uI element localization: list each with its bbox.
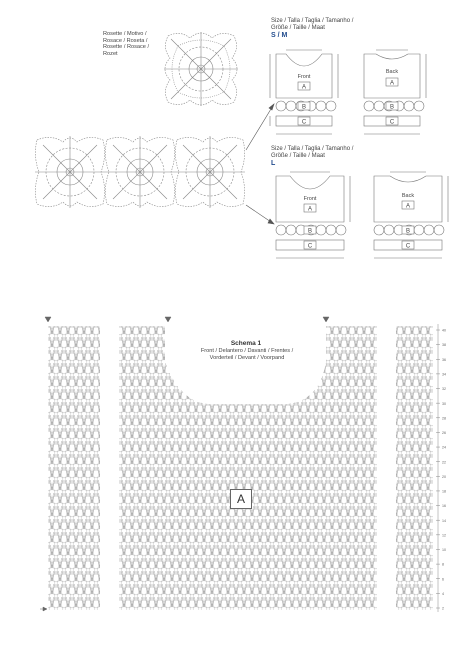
l-front-b: B <box>307 228 313 235</box>
row-number-label: 10 <box>442 548 446 553</box>
sm-back-c: C <box>389 119 395 126</box>
row-number-label: 8 <box>442 562 444 567</box>
sm-front-b: B <box>301 104 307 111</box>
row-number-label: 30 <box>442 401 446 406</box>
l-back-b: B <box>405 228 411 235</box>
l-front-label: Front <box>303 196 317 202</box>
size-sm-title: Size / Talla / Taglia / Tamanho / Größe / Taille / Maat S / M <box>271 18 381 39</box>
sm-front-c: C <box>301 119 307 126</box>
l-back-a: A <box>405 203 411 210</box>
sm-back-schematic <box>354 48 432 140</box>
schema-title: Schema 1 <box>230 340 262 347</box>
l-back-schematic <box>364 170 460 266</box>
row-number-label: 16 <box>442 504 446 509</box>
sm-back-b: B <box>389 104 395 111</box>
sm-back-label: Back <box>385 69 399 75</box>
l-front-c: C <box>307 243 313 250</box>
size-l-code: L <box>271 160 276 167</box>
row-number-label: 40 <box>442 328 446 333</box>
row-number-label: 12 <box>442 533 446 538</box>
l-back-c: C <box>405 243 411 250</box>
size-l-title: Size / Talla / Taglia / Tamanho / Größe / Taille / Maat L <box>271 146 381 167</box>
size-sm-code: S / M <box>271 32 288 39</box>
l-front-schematic <box>266 170 362 266</box>
schema-section-a-label: A <box>236 492 245 506</box>
row-number-label: 4 <box>442 591 444 596</box>
l-front-a: A <box>307 206 313 213</box>
sm-front-a: A <box>301 84 307 91</box>
sm-back-a: A <box>389 80 395 87</box>
row-number-label: 32 <box>442 387 446 392</box>
row-number-label: 20 <box>442 474 446 479</box>
row-number-label: 38 <box>442 343 446 348</box>
row-number-label: 2 <box>442 606 444 611</box>
l-back-label: Back <box>401 193 415 199</box>
schema-gap-right <box>377 326 396 612</box>
row-number-label: 24 <box>442 445 446 450</box>
row-number-label: 6 <box>442 577 444 582</box>
row-number-label: 26 <box>442 431 446 436</box>
row-number-label: 18 <box>442 489 446 494</box>
sm-front-schematic <box>266 48 344 140</box>
row-number-label: 34 <box>442 372 446 377</box>
row-number-label: 14 <box>442 518 446 523</box>
schema-section-a-box <box>230 489 252 509</box>
row-number-label: 22 <box>442 460 446 465</box>
schema-subtitle: Front / Delantero / Davanti / Frentes / Vorderteil / Devant / Voorpand <box>200 348 294 361</box>
motif-label: Rosette / Motivo / Rosace / Roseta / Rosette / Rosace / Rozet <box>103 31 150 57</box>
sm-front-label: Front <box>297 74 311 80</box>
row-number-label: 36 <box>442 357 446 362</box>
schema-gap-left <box>100 326 119 612</box>
row-number-label: 28 <box>442 416 446 421</box>
